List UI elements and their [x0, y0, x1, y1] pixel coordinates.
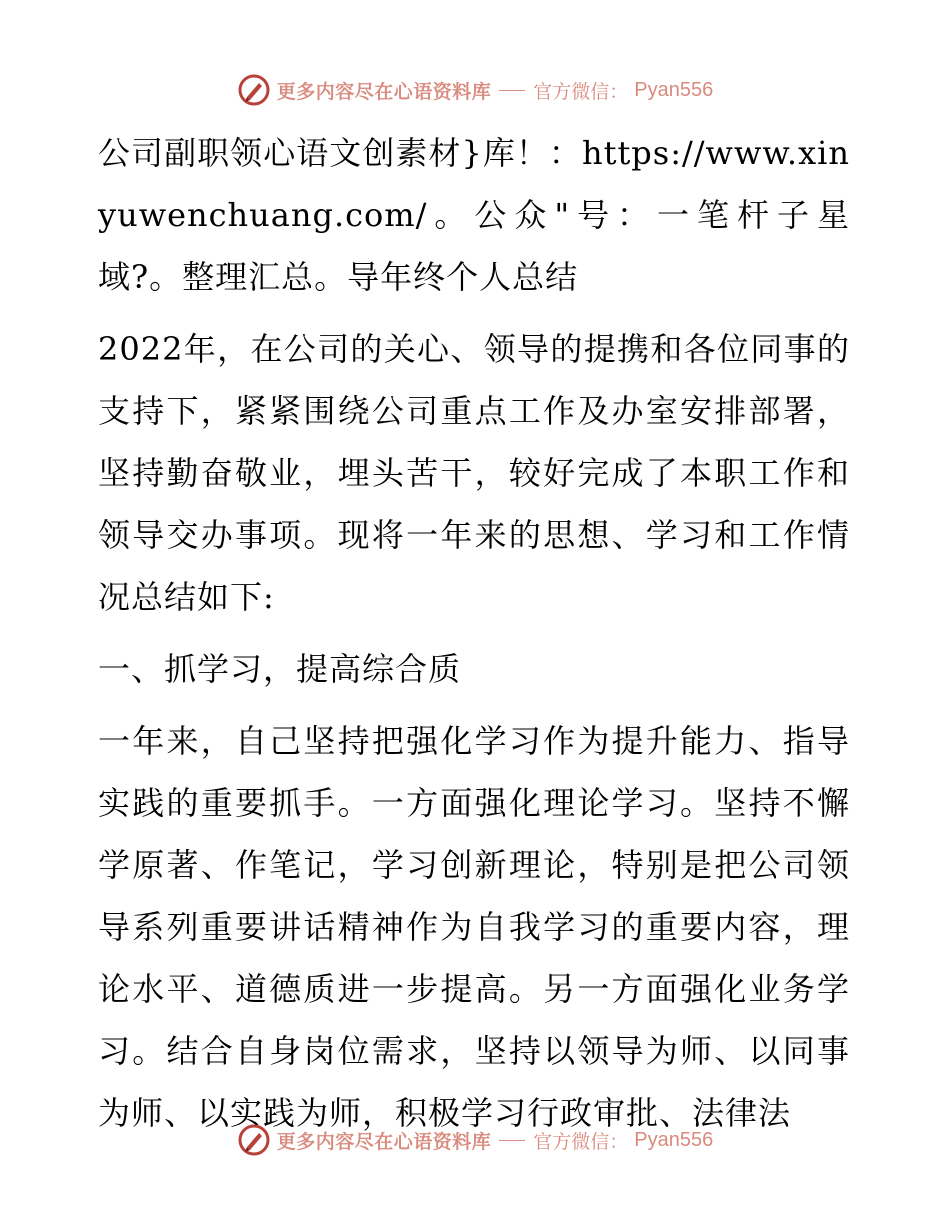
study-paragraph: 一年来，自己坚持把强化学习作为提升能力、指导实践的重要抓手。一方面强化理论学习。坚持不懈学原著、作笔记，学习创新理论，特别是把公司领导系列重要讲话精神作为自我学习的重要内容，理论水平、道德质进一步提高。另一方面强化业务学习。结合自身岗位需求，坚持以领导为师、以同事为师、以实践为师，积极学习行政审批、法律法 — [98, 722, 850, 1132]
section-heading: 一、抓学习，提高综合质 — [98, 650, 462, 688]
header-wechat-label: 官方微信： — [533, 80, 629, 103]
footer-promo-text: 更多内容尽在心语资料库 — [276, 1130, 492, 1153]
header-wechat-id: Pyan556 — [634, 78, 714, 101]
header-divider — [499, 90, 525, 91]
document-body — [98, 122, 850, 1154]
header-banner — [0, 70, 950, 110]
pen-logo-icon — [237, 73, 271, 107]
footer-banner — [0, 1120, 950, 1160]
footer-wechat-id: Pyan556 — [634, 1128, 714, 1151]
footer-wechat-label: 官方微信： — [533, 1130, 629, 1153]
footer-divider — [499, 1140, 525, 1141]
summary-paragraph: 2022年，在公司的关心、领导的提携和各位同事的支持下，紧紧围绕公司重点工作及办室安排部署，坚持勤奋敬业，埋头苦干，较好完成了本职工作和领导交办事项。现将一年来的思想、学习和工作情况总结如下: — [98, 330, 850, 616]
header-promo-text: 更多内容尽在心语资料库 — [276, 80, 492, 103]
intro-paragraph: 公司副职领心语文创素材}库！：https://www.xinyuwenchuang.com/。公众"号：一笔杆子星域?。整理汇总。导年终个人总结 — [98, 134, 850, 296]
pen-logo-icon — [237, 1123, 271, 1157]
